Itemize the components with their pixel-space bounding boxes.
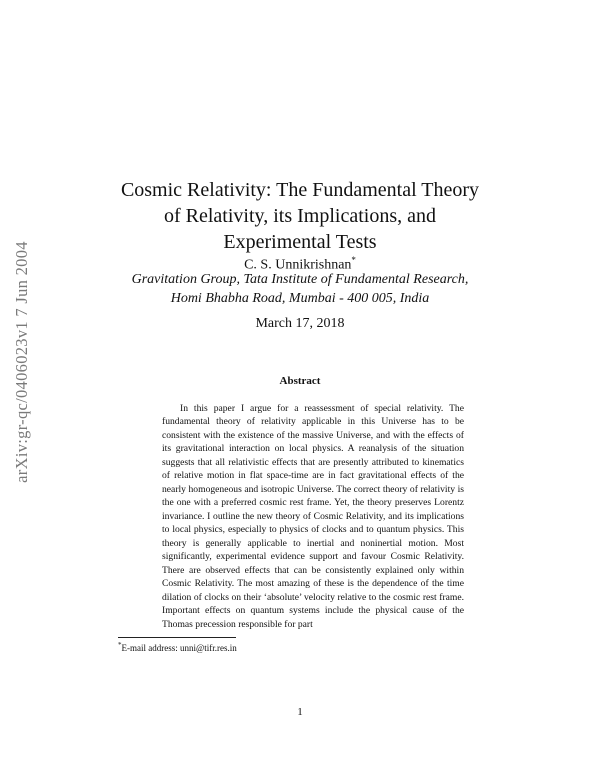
arxiv-identifier-stamp [4, 212, 40, 512]
title-line-3: Experimental Tests [223, 231, 377, 254]
abstract-heading: Abstract [279, 375, 321, 387]
footnote [118, 641, 237, 653]
paper-title [90, 177, 510, 255]
abstract-body: In this paper I argue for a reassessment of special relativity. The fundamental theory of relativity applicable in this Universe has to be consistent with the existence of the massive Universe, and with the effects of its gravitational interaction on local physics. A reanalysis of the situation suggests that all relativistic effects that are presently attributed to kinematics of relative motion in flat space-time are in fact gravitational effects of the nearly homogeneous and isotropic Universe. The correct theory of relativity is the one with a preferred cosmic rest frame. Yet, the theory preserves Lorentz invariance. I outline the new theory of Cosmic Relativity, and its implications to local physics, especially to physics of clocks and to quantum physics. This theory is generally applicable to inertial and noninertial motion. Most significantly, experimental evidence support and favour Cosmic Relativity. There are observed effects that can be consistently explained only within Cosmic Relativity. The most amazing of these is the dependence of the time dilation of clocks on their ‘absolute’ velocity relative to the cosmic rest frame. Important effects on quantum systems include the physical cause of the Thomas precession responsible for part [162, 402, 464, 630]
footnote-divider [118, 637, 236, 638]
title-line-1: Cosmic Relativity: The Fundamental Theory [120, 179, 480, 202]
author-footnote-marker: * [351, 255, 356, 265]
affiliation-line-1: Gravitation Group, Tata Institute of Fundamental Research, [131, 272, 469, 287]
title-line-2: of Relativity, its Implications, and [164, 205, 436, 228]
footnote-marker: * [118, 641, 122, 649]
paper-date: March 17, 2018 [255, 316, 345, 331]
footnote-text: E-mail address: unni@tifr.res.in [121, 643, 237, 653]
page-number: 1 [297, 706, 303, 718]
arxiv-identifier-text: arXiv:gr-qc/0406023v1 7 Jun 2004 [12, 241, 31, 483]
affiliation-line-2: Homi Bhabha Road, Mumbai - 400 005, India [170, 291, 430, 306]
affiliation [90, 270, 510, 308]
author-name: C. S. Unnikrishnan [244, 257, 352, 273]
